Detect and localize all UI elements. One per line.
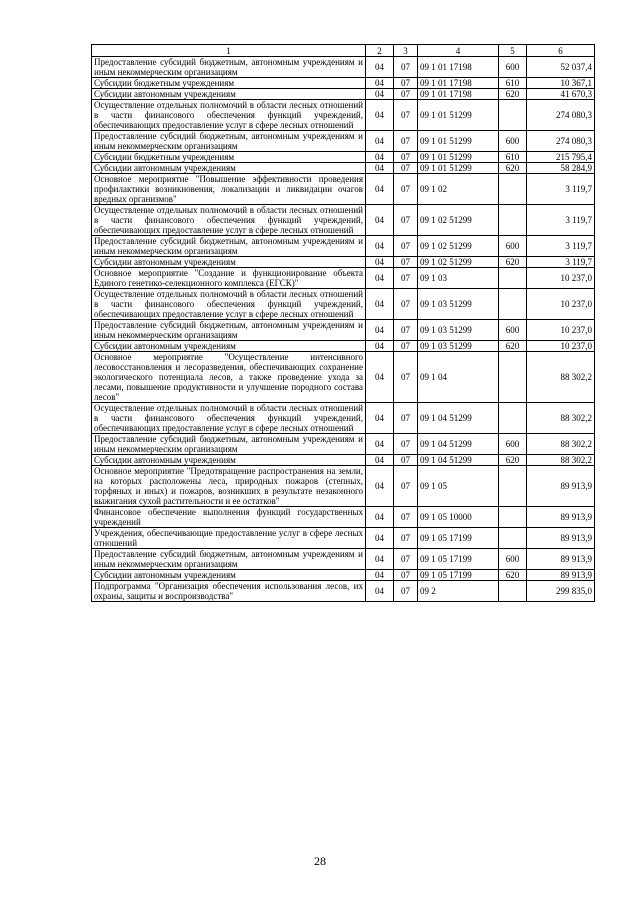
row-name-cell: Предоставление субсидий бюджетным, автономным учреждениям и иным некоммерческим организациям: [92, 434, 366, 455]
row-name-cell: Субсидии бюджетным учреждениям: [92, 152, 366, 163]
row-expense-type-cell: 600: [499, 434, 527, 455]
row-expense-type-cell: 620: [499, 341, 527, 352]
row-amount-cell: 3 119,7: [527, 257, 595, 268]
table-row: [92, 289, 595, 320]
table-row: [92, 507, 595, 528]
row-expense-type-cell: 620: [499, 257, 527, 268]
row-amount-cell: 10 237,0: [527, 289, 595, 320]
row-subsection-cell: 07: [394, 174, 418, 205]
row-target-code-cell: 09 1 01 51299: [418, 100, 499, 131]
row-subsection-cell: 07: [394, 341, 418, 352]
row-subsection-cell: 07: [394, 455, 418, 466]
row-target-code-cell: 09 1 01 51299: [418, 131, 499, 152]
row-expense-type-cell: 620: [499, 163, 527, 174]
table-row: [92, 570, 595, 581]
table-row: [92, 257, 595, 268]
table-body: [92, 57, 595, 602]
table-row: [92, 581, 595, 602]
row-subsection-cell: 07: [394, 507, 418, 528]
row-subsection-cell: 07: [394, 57, 418, 78]
row-name-cell: Основное мероприятие "Осуществление интенсивного лесовосстановления и лесоразведения, обеспечивающих сохранение экологического потенциала лесов, а также проведение ухода за лесами, повышение продуктивности и улучшение породного состава лесов": [92, 352, 366, 403]
row-section-cell: 04: [366, 549, 394, 570]
row-section-cell: 04: [366, 78, 394, 89]
row-expense-type-cell: 620: [499, 89, 527, 100]
row-amount-cell: 89 913,9: [527, 466, 595, 507]
row-subsection-cell: 07: [394, 131, 418, 152]
row-target-code-cell: 09 1 01 51299: [418, 163, 499, 174]
row-target-code-cell: 09 1 04 51299: [418, 403, 499, 434]
row-target-code-cell: 09 1 01 17198: [418, 78, 499, 89]
table-row: [92, 455, 595, 466]
table-row: [92, 434, 595, 455]
row-amount-cell: 3 119,7: [527, 174, 595, 205]
row-section-cell: 04: [366, 57, 394, 78]
row-subsection-cell: 07: [394, 434, 418, 455]
row-target-code-cell: 09 1 02: [418, 174, 499, 205]
row-section-cell: 04: [366, 570, 394, 581]
row-target-code-cell: 09 1 05 17199: [418, 528, 499, 549]
row-amount-cell: 52 037,4: [527, 57, 595, 78]
row-section-cell: 04: [366, 320, 394, 341]
row-amount-cell: 3 119,7: [527, 205, 595, 236]
row-expense-type-cell: [499, 507, 527, 528]
table-row: [92, 528, 595, 549]
row-section-cell: 04: [366, 152, 394, 163]
table-row: [92, 152, 595, 163]
table-row: [92, 78, 595, 89]
row-subsection-cell: 07: [394, 528, 418, 549]
row-name-cell: Субсидии автономным учреждениям: [92, 163, 366, 174]
row-name-cell: Субсидии автономным учреждениям: [92, 89, 366, 100]
row-target-code-cell: 09 1 03 51299: [418, 320, 499, 341]
row-section-cell: 04: [366, 528, 394, 549]
row-amount-cell: 299 835,0: [527, 581, 595, 602]
page-number: 28: [314, 854, 326, 868]
row-subsection-cell: 07: [394, 100, 418, 131]
row-expense-type-cell: 600: [499, 320, 527, 341]
row-expense-type-cell: 620: [499, 455, 527, 466]
row-expense-type-cell: 600: [499, 131, 527, 152]
row-name-cell: Основное мероприятие "Создание и функционирование объекта Единого генетико-селекционного комплекса (ЕГСК)": [92, 268, 366, 289]
row-expense-type-cell: 620: [499, 570, 527, 581]
row-subsection-cell: 07: [394, 205, 418, 236]
row-subsection-cell: 07: [394, 403, 418, 434]
row-target-code-cell: 09 1 05 17199: [418, 570, 499, 581]
row-target-code-cell: 09 1 03 51299: [418, 289, 499, 320]
row-section-cell: 04: [366, 257, 394, 268]
table-row: [92, 549, 595, 570]
row-subsection-cell: 07: [394, 570, 418, 581]
table-row: [92, 89, 595, 100]
row-section-cell: 04: [366, 466, 394, 507]
header-cell: 3: [394, 45, 418, 57]
row-target-code-cell: 09 1 05: [418, 466, 499, 507]
table-row: [92, 268, 595, 289]
row-name-cell: Предоставление субсидий бюджетным, автономным учреждениям и иным некоммерческим организациям: [92, 236, 366, 257]
row-section-cell: 04: [366, 174, 394, 205]
row-expense-type-cell: [499, 403, 527, 434]
row-section-cell: 04: [366, 100, 394, 131]
row-name-cell: Предоставление субсидий бюджетным, автономным учреждениям и иным некоммерческим организациям: [92, 320, 366, 341]
row-name-cell: Предоставление субсидий бюджетным, автономным учреждениям и иным некоммерческим организациям: [92, 549, 366, 570]
row-amount-cell: 10 237,0: [527, 341, 595, 352]
row-section-cell: 04: [366, 268, 394, 289]
row-amount-cell: 88 302,2: [527, 434, 595, 455]
header-cell: 4: [418, 45, 499, 57]
row-section-cell: 04: [366, 163, 394, 174]
row-amount-cell: 88 302,2: [527, 455, 595, 466]
row-target-code-cell: 09 1 04: [418, 352, 499, 403]
row-amount-cell: 274 080,3: [527, 100, 595, 131]
row-subsection-cell: 07: [394, 163, 418, 174]
row-target-code-cell: 09 1 01 17198: [418, 89, 499, 100]
row-section-cell: 04: [366, 403, 394, 434]
table-row: [92, 341, 595, 352]
row-name-cell: Субсидии автономным учреждениям: [92, 570, 366, 581]
row-name-cell: Предоставление субсидий бюджетным, автономным учреждениям и иным некоммерческим организациям: [92, 57, 366, 78]
row-expense-type-cell: 610: [499, 152, 527, 163]
row-expense-type-cell: 600: [499, 236, 527, 257]
row-name-cell: Осуществление отдельных полномочий в области лесных отношений в части финансового обеспечения функций учреждений, обеспечивающих предоставление услуг в сфере лесных отношений: [92, 100, 366, 131]
header-cell: 6: [527, 45, 595, 57]
row-expense-type-cell: [499, 205, 527, 236]
row-expense-type-cell: [499, 466, 527, 507]
row-name-cell: Учреждения, обеспечивающие предоставление услуг в сфере лесных отношений: [92, 528, 366, 549]
row-subsection-cell: 07: [394, 352, 418, 403]
row-amount-cell: 10 237,0: [527, 320, 595, 341]
table-row: [92, 163, 595, 174]
table-row: [92, 403, 595, 434]
table-header-row: [92, 45, 595, 57]
row-expense-type-cell: [499, 268, 527, 289]
row-subsection-cell: 07: [394, 289, 418, 320]
header-cell: 1: [92, 45, 366, 57]
row-subsection-cell: 07: [394, 320, 418, 341]
row-name-cell: Осуществление отдельных полномочий в области лесных отношений в части финансового обеспечения функций учреждений, обеспечивающих предоставление услуг в сфере лесных отношений: [92, 205, 366, 236]
row-amount-cell: 58 284,9: [527, 163, 595, 174]
row-subsection-cell: 07: [394, 152, 418, 163]
row-name-cell: Субсидии автономным учреждениям: [92, 455, 366, 466]
row-subsection-cell: 07: [394, 257, 418, 268]
row-name-cell: Предоставление субсидий бюджетным, автономным учреждениям и иным некоммерческим организациям: [92, 131, 366, 152]
row-section-cell: 04: [366, 236, 394, 257]
row-amount-cell: 88 302,2: [527, 352, 595, 403]
row-target-code-cell: 09 1 02 51299: [418, 257, 499, 268]
row-expense-type-cell: [499, 528, 527, 549]
row-subsection-cell: 07: [394, 549, 418, 570]
row-amount-cell: 89 913,9: [527, 507, 595, 528]
row-amount-cell: 215 795,4: [527, 152, 595, 163]
row-expense-type-cell: 600: [499, 549, 527, 570]
row-expense-type-cell: 600: [499, 57, 527, 78]
row-name-cell: Субсидии бюджетным учреждениям: [92, 78, 366, 89]
row-name-cell: Финансовое обеспечение выполнения функций государственных учреждений: [92, 507, 366, 528]
row-target-code-cell: 09 1 04 51299: [418, 434, 499, 455]
row-section-cell: 04: [366, 289, 394, 320]
row-subsection-cell: 07: [394, 581, 418, 602]
row-section-cell: 04: [366, 131, 394, 152]
row-target-code-cell: 09 1 02 51299: [418, 236, 499, 257]
row-amount-cell: 3 119,7: [527, 236, 595, 257]
row-amount-cell: 274 080,3: [527, 131, 595, 152]
row-name-cell: Субсидии автономным учреждениям: [92, 341, 366, 352]
row-expense-type-cell: [499, 352, 527, 403]
row-section-cell: 04: [366, 89, 394, 100]
row-section-cell: 04: [366, 205, 394, 236]
row-section-cell: 04: [366, 434, 394, 455]
row-subsection-cell: 07: [394, 236, 418, 257]
header-cell: 2: [366, 45, 394, 57]
row-target-code-cell: 09 1 05 10000: [418, 507, 499, 528]
row-expense-type-cell: [499, 289, 527, 320]
row-amount-cell: 10 367,1: [527, 78, 595, 89]
table-row: [92, 236, 595, 257]
row-amount-cell: 89 913,9: [527, 528, 595, 549]
table-row: [92, 466, 595, 507]
row-section-cell: 04: [366, 455, 394, 466]
row-subsection-cell: 07: [394, 268, 418, 289]
row-amount-cell: 41 670,3: [527, 89, 595, 100]
row-expense-type-cell: [499, 174, 527, 205]
row-name-cell: Субсидии автономным учреждениям: [92, 257, 366, 268]
row-subsection-cell: 07: [394, 89, 418, 100]
row-target-code-cell: 09 1 01 51299: [418, 152, 499, 163]
row-target-code-cell: 09 1 02 51299: [418, 205, 499, 236]
row-target-code-cell: 09 1 05 17199: [418, 549, 499, 570]
table-row: [92, 205, 595, 236]
row-amount-cell: 89 913,9: [527, 549, 595, 570]
budget-table: [91, 44, 595, 602]
row-target-code-cell: 09 2: [418, 581, 499, 602]
row-section-cell: 04: [366, 507, 394, 528]
row-subsection-cell: 07: [394, 466, 418, 507]
row-name-cell: Осуществление отдельных полномочий в области лесных отношений в части финансового обеспечения функций учреждений, обеспечивающих предоставление услуг в сфере лесных отношений: [92, 403, 366, 434]
row-section-cell: 04: [366, 341, 394, 352]
table-row: [92, 100, 595, 131]
table-row: [92, 174, 595, 205]
row-name-cell: Подпрограмма "Организация обеспечения использования лесов, их охраны, защиты и воспроизводства": [92, 581, 366, 602]
row-amount-cell: 89 913,9: [527, 570, 595, 581]
row-name-cell: Осуществление отдельных полномочий в области лесных отношений в части финансового обеспечения функций учреждений, обеспечивающих предоставление услуг в сфере лесных отношений: [92, 289, 366, 320]
row-subsection-cell: 07: [394, 78, 418, 89]
header-cell: 5: [499, 45, 527, 57]
row-amount-cell: 10 237,0: [527, 268, 595, 289]
table-row: [92, 57, 595, 78]
row-target-code-cell: 09 1 03 51299: [418, 341, 499, 352]
row-target-code-cell: 09 1 01 17198: [418, 57, 499, 78]
row-expense-type-cell: [499, 581, 527, 602]
table-row: [92, 320, 595, 341]
row-name-cell: Основное мероприятие "Повышение эффективности проведения профилактики возникновения, локализации и ликвидации очагов вредных организмов": [92, 174, 366, 205]
row-target-code-cell: 09 1 04 51299: [418, 455, 499, 466]
row-section-cell: 04: [366, 352, 394, 403]
table-row: [92, 131, 595, 152]
row-expense-type-cell: [499, 100, 527, 131]
table-row: [92, 352, 595, 403]
row-name-cell: Основное мероприятие "Предотвращение распространения на земли, на которых расположены леса, природных пожаров (степных, торфяных и иных) и пожаров, возникших в результате незаконного выжигания сухой растительности и ее остатков": [92, 466, 366, 507]
row-section-cell: 04: [366, 581, 394, 602]
row-target-code-cell: 09 1 03: [418, 268, 499, 289]
row-expense-type-cell: 610: [499, 78, 527, 89]
row-amount-cell: 88 302,2: [527, 403, 595, 434]
